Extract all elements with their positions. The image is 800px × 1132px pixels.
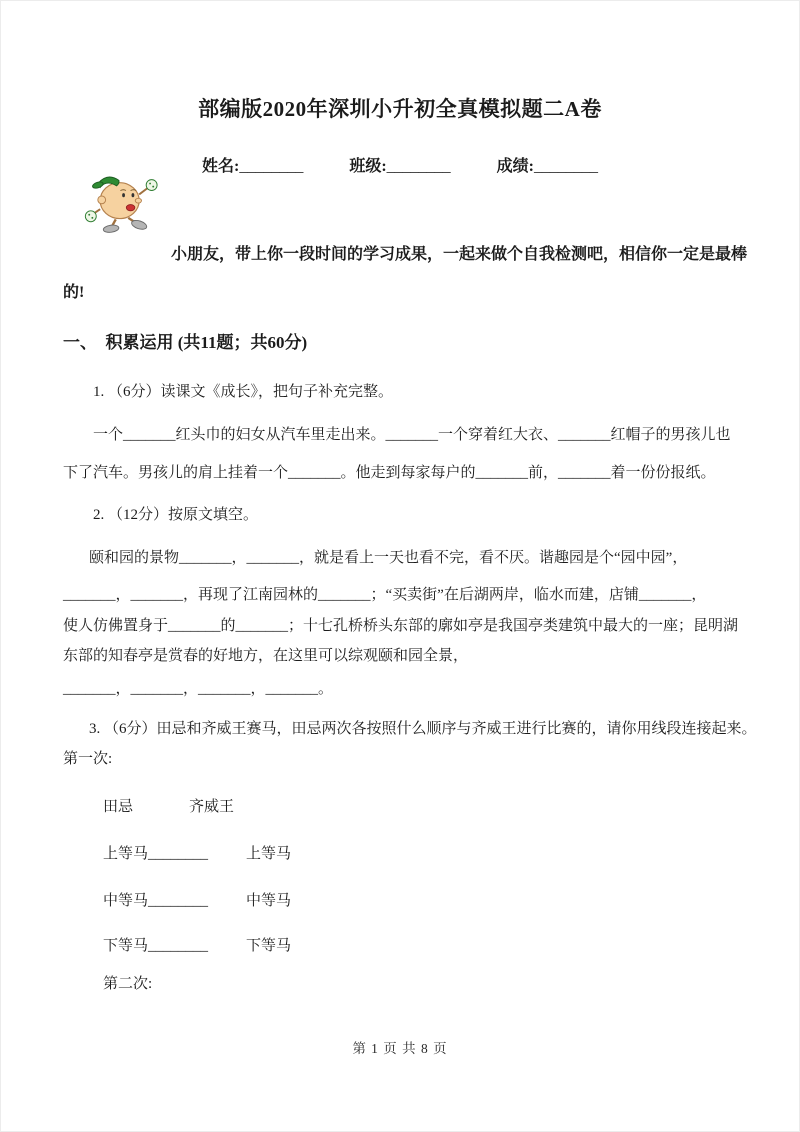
qiweiwang-column-header: 齐威王 — [189, 799, 235, 815]
match-row-bottom-horse — [103, 934, 291, 955]
question-2-text-line: 东部的知春亭是赏春的好地方，在这里可以综观颐和园全景， — [63, 648, 469, 664]
page-title: 部编版2020年深圳小升初全真模拟题二A卷 — [198, 97, 602, 121]
score-label: 成绩: — [496, 158, 535, 175]
question-1-header: 1. （6分）读课文《成长》，把句子补充完整。 — [93, 384, 394, 400]
match-right-item: 下等马 — [246, 938, 292, 954]
second-round-label: 第二次: — [103, 976, 153, 992]
class-blank-line: ________ — [386, 158, 451, 175]
intro-text-line-1: 小朋友，带上你一段时间的学习成果，一起来做个自我检测吧，相信你一定是最棒 — [171, 246, 748, 263]
intro-text-line-2: 的! — [63, 284, 85, 301]
question-2-text-line: 颐和园的景物_______，_______，就是看上一天也看不完，看不厌。谐趣园是个“园中园”， — [89, 550, 688, 566]
question-3-header: 3. （6分）田忌和齐威王赛马，田忌两次各按照什么顺序与齐威王进行比赛的，请你用线段连接起来。 — [89, 721, 757, 737]
score-field — [497, 153, 598, 176]
question-1-text-line: 一个_______红头巾的妇女从汽车里走出来。_______一个穿着红大衣、_______红帽子的男孩儿也 — [93, 427, 731, 443]
score-blank-line: ________ — [534, 158, 599, 175]
question-2-text-line: _______，_______，再现了江南园林的_______；“买卖街”在后湖两岸，临水而建，店铺_______， — [63, 587, 707, 603]
name-field — [202, 153, 303, 176]
page-number-footer: 第 1 页 共 8 页 — [352, 1041, 448, 1056]
match-row-middle-horse — [103, 889, 291, 910]
tianji-column-header: 田忌 — [103, 799, 134, 815]
match-left-item: 上等马________ — [103, 846, 209, 862]
mascot-boy-icon — [83, 171, 161, 235]
question-2-header: 2. （12分）按原文填空。 — [93, 507, 259, 523]
first-round-label: 第一次: — [63, 751, 113, 767]
name-blank-line: ________ — [239, 158, 304, 175]
class-field — [349, 153, 450, 176]
question-2-text-line: 使人仿佛置身于_______的_______；十七孔桥桥头东部的廓如亭是我国亭类建筑中最大的一座；昆明湖 — [63, 618, 739, 634]
match-right-item: 上等马 — [246, 846, 292, 862]
match-left-item: 中等马________ — [103, 893, 209, 909]
question-2-text-line: _______，_______，_______，_______。 — [63, 681, 334, 697]
class-label: 班级: — [349, 158, 387, 175]
match-table-header-row — [103, 795, 234, 816]
section-1-heading: 一、 积累运用 (共11题；共60分) — [63, 333, 308, 352]
question-1-text-line: 下了汽车。男孩儿的肩上挂着一个_______。他走到每家每户的_______前，_______着一份份报纸。 — [63, 465, 716, 481]
match-left-item: 下等马________ — [103, 938, 209, 954]
match-right-item: 中等马 — [246, 893, 292, 909]
match-row-top-horse — [103, 842, 291, 863]
name-label: 姓名: — [201, 158, 240, 175]
